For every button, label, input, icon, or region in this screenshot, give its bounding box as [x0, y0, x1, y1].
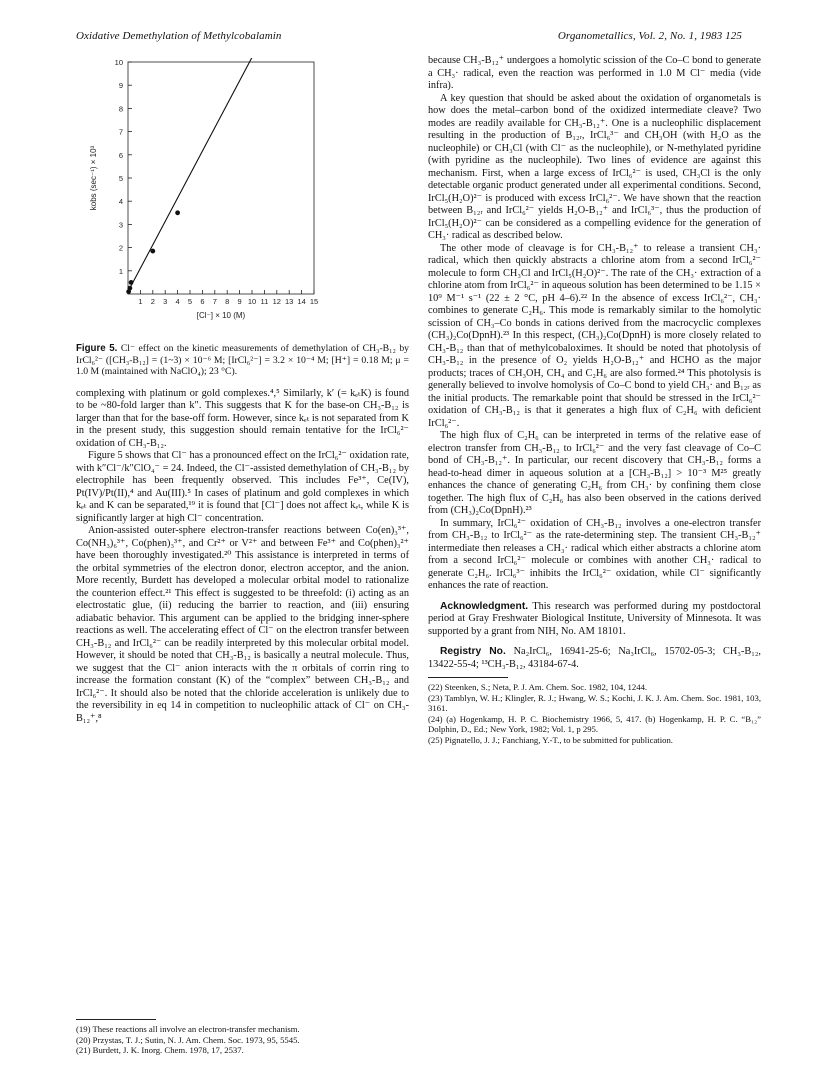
- y-tick-label: 1: [118, 266, 123, 276]
- registry-numbers: [428, 646, 761, 671]
- x-tick-label: 6: [200, 297, 205, 306]
- x-tick-label: 4: [175, 297, 180, 306]
- figure-5-chart: [76, 58, 409, 341]
- registry-text: Na₂IrCl₆, 16941-25-6; Na₃IrCl₆, 15702-05-3; CH₃-B₁₂, 13422-55-4; ¹³CH₃-B₁₂, 43184-67-4.: [428, 646, 762, 670]
- x-tick-label: 9: [237, 297, 242, 306]
- data-point: [127, 286, 132, 291]
- x-tick-label: 8: [225, 297, 230, 306]
- left-paragraph-3: Anion-assisted outer-sphere electron-transfer reactions between Co(en)₃³⁺, Co(NH₃)₆³⁺, Co(phen)₃³⁺, and Cr²⁺ or V²⁺ and between Fe³⁺ and Co(phen)₃²⁺ have been thoroughly investigated.²⁰ This assistance is interpreted in terms of the orbital symmetries of the electron donor, electron acceptor, and the anion. More recently, Burdett has developed a molecular orbital model to rationalize the counterion effect.²¹ This effect is suggested to be threefold: (i) acting as an electrostatic glue, (ii) reducing the barrier to reaction, and (iii) ensuring adiabatic behavior. This argument can be applied to the bridging inner-sphere reactions as well. The accelerating effect of Cl⁻ on the electron transfer between CH₃-B₁₂ and IrCl₆²⁻ can be readily interpreted by this molecular orbital model. However, it should be noted that CH₃-B₁₂ is basically a neutral molecule. Thus, we suggest that the Cl⁻ anion interacts with the π orbitals of corrin ring to increase the formation constant (K) of the “complex” between CH₃-B₁₂ and IrCl₆²⁻. It should also be noted that the chloride acceleration is unlikely due to the reversibility in eq 14 in competition to nucleophilic attack of Cl⁻ on CH₃-B₁₂⁺,⁸: [76, 525, 409, 724]
- acknowledgment: [428, 601, 761, 639]
- running-header-right: Organometallics, Vol. 2, No. 1, 1983 125: [557, 30, 742, 42]
- footnote-rule: [428, 677, 508, 678]
- footnote-rule: [76, 1019, 156, 1020]
- x-tick-label: 1: [138, 297, 143, 306]
- x-tick-label: 2: [150, 297, 155, 306]
- right-paragraph-3: The other mode of cleavage is for CH₃-B₁₂⁺ to release a transient CH₃· radical, which then quickly abstracts a chlorine atom from a second IrCl₆²⁻ molecule to form CH₃Cl and IrCl₅(H₂O)²⁻. The rate of the CH₃· extraction of a chlorine atom from IrCl₆²⁻ in aqueous solution has been determined to be 1.15 × 10⁹ M⁻¹ s⁻¹ (22 ± 2 °C, pH 4–6).²² In the absence of excess IrCl₆²⁻, CH₃· combines to generate C₂H₆. This mode is remarkably similar to the homolytic scission of CH₃–Co bonds in cations derived from the macrocyclic complexes (CH₃)₂Co(DpnH).²³ In this respect, (CH₃)₂Co(DpnH) is more closely related to CH₃-B₁₂ than that of methylcobaloximes. It should be noted that photolysis of CH₃-B₁₂ in the presence of O₂ yields H₂O-B₁₂⁺ and HCHO as the major products; traces of CH₃OH, CH₄ and C₂H₆ are also formed.²⁴ This photolysis is generally believed to involve homolysis of Co–C bond to yield CH₃· and B₁₂ᵣ as the initial products. The remarkable point that should be stressed in the IrCl₆²⁻ oxidation of CH₃-B₁₂ is that it generates a high flux of C₂H₆ with deficient IrCl₆²⁻.: [428, 242, 761, 429]
- y-axis-label: kobs (sec⁻¹) × 10³: [89, 145, 98, 211]
- right-paragraph-4: The high flux of C₂H₆ can be interpreted in terms of the relative ease of electron transfer from CH₃-B₁₂ to IrCl₆²⁻ and the very fast cleavage of Co–C bond of CH₃-B₁₂⁺. In particular, our recent discovery that CH₃-B₁₂ forms a head-to-head dimer in aqueous solution at a [CH₃-B₁₂] > 10⁻³ M²⁵ greatly enhances the chance of generating C₂H₆ from CH₃· by confining them close together. The high flux of C₂H₆ has also been observed in the cations derived from (CH₃)₂Co(DpnH).²³: [428, 430, 761, 516]
- left-paragraph-1: complexing with platinum or gold complexes.⁴,⁵ Similarly, k′ (= kₑₜK) is found to be ~80-fold larger than k″. This suggests that K for the base-on CH₃-B₁₂ is larger than that for the base-off form. However, since kₑₜ is not separated from K in the present study, this suggestion should remain tentative for the IrCl₆²⁻ oxidation of CH₃-B₁₂.: [76, 387, 409, 449]
- fit-line: [128, 58, 252, 292]
- y-tick-label: 10: [114, 58, 123, 67]
- y-tick-label: 4: [118, 197, 123, 207]
- x-tick-label: 10: [247, 297, 257, 306]
- acknowledgment-heading: Acknowledgment.: [440, 600, 529, 612]
- x-tick-label: 12: [272, 297, 281, 306]
- x-tick-label: 3: [163, 297, 168, 306]
- figure-caption: [76, 343, 409, 378]
- right-paragraph-2: A key question that should be asked about the oxidation of organometals is how does the metal–carbon bond of the oxidized intermediate cleave? Two modes are readily available for CH₃-B₁₂⁺. One is a nucleophilic displacement resulting in the production of B₁₂ᵣ, IrCl₆³⁻ and CH₃OH (with H₂O as the nucleophile) or CH₃Cl (with Cl⁻ as the nucleophile), or N-methylated pyridine (with pyridine as the nucleophile). Two lines of evidence are against this mechanism. First, when a large excess of IrCl₆²⁻ is used, CH₃Cl is the only detectable organic product generated under all experimental conditions. Second, IrCl₅(H₂O)²⁻ is produced with excess IrCl₆²⁻. We have shown that the reaction between B₁₂ᵣ and IrCl₆²⁻ yields H₂O-B₁₂⁺ and IrCl₆³⁻, thus the production of IrCl₅(H₂O)²⁻ can be considered as a compelling evidence for the generation of CH₃· radical as described below.: [428, 92, 761, 241]
- y-tick-label: 8: [118, 104, 123, 114]
- left-column: [76, 58, 409, 725]
- plot-frame: [128, 62, 314, 294]
- x-axis-label: [Cl⁻] × 10 (M): [196, 311, 246, 320]
- right-footnotes: [428, 677, 761, 745]
- x-tick-label: 7: [212, 297, 217, 306]
- data-point: [129, 280, 134, 285]
- footnote-23: (23) Tamblyn, W. H.; Klingler, R. J.; Hwang, W. S.; Kochi, J. K. J. Am. Chem. Soc. 1981, 103, 3161.: [428, 692, 761, 713]
- left-footnotes: [76, 1017, 409, 1056]
- left-paragraph-2: Figure 5 shows that Cl⁻ has a pronounced effect on the IrCl₆²⁻ oxidation rate, with k″Cl⁻/k″ClO₄⁻ = 24. Indeed, the Cl⁻-assisted demethylation of CH₃-B₁₂ by electrophile has been frequently observed. This includes Fe³⁺, Ce(IV), Pt(IV)/Pt(II),⁴ and Au(III).⁵ In cases of platinum and gold complexes in which kₑₜ and K can be separated,¹⁹ it is found that [Cl⁻] does not affect kₑₜ, while K is significantly larger at high Cl⁻ concentration.: [76, 450, 409, 524]
- y-tick-label: 3: [118, 220, 123, 230]
- y-tick-label: 7: [118, 127, 123, 137]
- footnote-25: (25) Pignatello, J. J.; Fanchiang, Y.-T., to be submitted for publication.: [428, 734, 673, 745]
- x-tick-label: 14: [297, 297, 306, 306]
- right-paragraph-1: because CH₃-B₁₂⁺ undergoes a homolytic scission of the Co–C bond to generate a CH₃· radical, even the reaction was performed in 1.0 M Cl⁻ media (vide infra).: [428, 55, 761, 91]
- data-point: [150, 249, 155, 254]
- y-tick-label: 6: [118, 150, 123, 160]
- caption-label: Figure 5.: [76, 343, 118, 354]
- right-column: [428, 55, 761, 745]
- data-point: [175, 210, 180, 215]
- y-tick-label: 2: [118, 243, 123, 253]
- chart-svg: [76, 58, 409, 341]
- y-tick-label: 5: [118, 174, 123, 183]
- registry-heading: Registry No.: [440, 646, 506, 657]
- acknowledgment-text: This research was performed during my postdoctoral period at Gray Freshwater Biological Institute, University of Minnesota. It was supported by a grant from NIH, No. AM 18101.: [428, 600, 762, 637]
- x-tick-label: 11: [260, 297, 269, 306]
- footnote-20: (20) Przystas, T. J.; Sutin, N. J. Am. Chem. Soc. 1973, 95, 5545.: [76, 1034, 300, 1045]
- footnote-21: (21) Burdett, J. K. Inorg. Chem. 1978, 17, 2537.: [76, 1045, 244, 1055]
- x-tick-label: 13: [285, 297, 294, 306]
- footnote-24: (24) (a) Hogenkamp, H. P. C. Biochemistry 1966, 5, 417. (b) Hogenkamp, H. P. C. “B₁₂” Dolphin, D., Ed.; New York, 1982; Vol. 1, p 295.: [428, 713, 761, 734]
- caption-text: Cl⁻ effect on the kinetic measurements of demethylation of CH₃-B₁₂ by IrCl₆²⁻ ([CH₃-B₁₂] = (1~3) × 10⁻⁶ M; [IrCl₆²⁻] = 3.2 × 10⁻⁴ M; [H⁺] = 0.18 M; μ = 1.0 M (maintained with NaClO₄); 23 °C).: [76, 343, 410, 378]
- right-paragraph-5: In summary, IrCl₆²⁻ oxidation of CH₃-B₁₂ involves a one-electron transfer from CH₃-B₁₂ to IrCl₆²⁻ as the rate-determining step. The transient CH₃-B₁₂⁺ intermediate then releases a CH₃· radical which either abstracts a chlorine atom from a second IrCl₆²⁻ molecule or combines with another CH₃· radical to generate C₂H₆. IrCl₆³⁻ inhibits the IrCl₆²⁻ oxidation, while Cl⁻ significantly enhances the rate of reaction.: [428, 517, 761, 591]
- footnote-22: (22) Steenken, S.; Neta, P. J. Am. Chem. Soc. 1982, 104, 1244.: [428, 682, 648, 692]
- running-header-left: Oxidative Demethylation of Methylcobalamin: [76, 30, 282, 42]
- x-tick-label: 5: [187, 297, 193, 306]
- footnote-19: (19) These reactions all involve an electron-transfer mechanism.: [76, 1024, 300, 1034]
- y-tick-label: 9: [118, 81, 123, 91]
- x-tick-label: 15: [309, 297, 319, 306]
